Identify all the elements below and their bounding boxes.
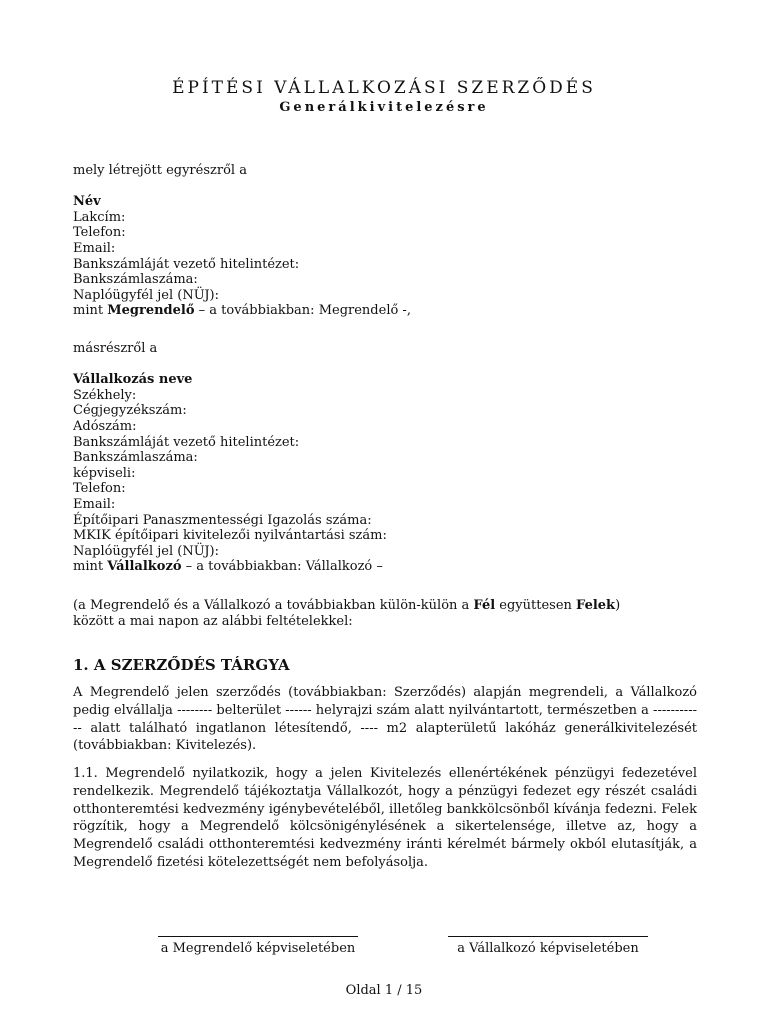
contractor-seat-label: Székhely:	[73, 387, 137, 403]
customer-address-label: Lakcím:	[73, 209, 126, 225]
intro-text: mely létrejött egyrészről a	[73, 163, 247, 178]
document-title: ÉPÍTÉSI VÁLLALKOZÁSI SZERZŐDÉS	[172, 78, 596, 98]
customer-nuj-label: Naplóügyfél jel (NÜJ):	[73, 287, 219, 303]
signature-customer	[158, 936, 358, 956]
contractor-phone-label: Telefon:	[73, 481, 126, 497]
signature-line	[448, 936, 648, 937]
page-number: Oldal 1 / 15	[345, 983, 423, 998]
parties-note-line2: között a mai napon az alábbi feltételekkel:	[73, 613, 353, 629]
contractor-name-label: Vállalkozás neve	[73, 372, 193, 388]
contractor-reg-label: Cégjegyzékszám:	[73, 403, 187, 419]
customer-email-label: Email:	[73, 240, 116, 256]
customer-block	[73, 163, 698, 319]
customer-role-line: mint Megrendelő – a továbbiakban: Megrendelő -,	[73, 303, 411, 319]
signature-contractor	[448, 936, 648, 956]
parties-note	[73, 598, 698, 629]
contractor-mkik-label: MKIK építőipari kivitelezői nyilvántartási szám:	[73, 528, 387, 544]
contractor-tax-label: Adószám:	[73, 418, 137, 434]
section1-paragraph: A Megrendelő jelen szerződés (továbbiakban: Szerződés) alapján megrendeli, a Vállalkozó pedig elvállalja -------- belterület ------ helyrajzi szám alatt nyilvántartott, természetben a ------------ alatt található ingatlanon létesítendő, ---- m2 alapterületű lakóház generálkivitelezését (továbbiakban: Kivitelezés).	[73, 685, 697, 754]
contractor-nuj-label: Naplóügyfél jel (NÜJ):	[73, 543, 219, 559]
contractor-email-label: Email:	[73, 496, 116, 512]
customer-account-label: Bankszámlaszáma:	[73, 272, 198, 288]
other-side-text: másrészről a	[73, 341, 158, 356]
signature-contractor-label: a Vállalkozó képviseletében	[457, 941, 639, 956]
signature-customer-label: a Megrendelő képviseletében	[160, 941, 356, 956]
contractor-rep-label: képviseli:	[73, 465, 136, 481]
contractor-role-line: mint Vállalkozó – a továbbiakban: Vállalkozó –	[73, 559, 383, 575]
customer-phone-label: Telefon:	[73, 225, 126, 241]
contractor-block	[73, 341, 698, 575]
signature-line	[158, 936, 358, 937]
section-heading: 1. A SZERZŐDÉS TÁRGYA	[73, 656, 290, 674]
contractor-bank-label: Bankszámláját vezető hitelintézet:	[73, 434, 300, 450]
customer-name-label: Név	[73, 194, 101, 210]
document-subtitle: Generálkivitelezésre	[279, 100, 489, 115]
contractor-account-label: Bankszámlaszáma:	[73, 450, 198, 466]
customer-bank-label: Bankszámláját vezető hitelintézet:	[73, 256, 300, 272]
section1-1-paragraph: 1.1. Megrendelő nyilatkozik, hogy a jelen Kivitelezés ellenértékének pénzügyi fedezetével rendelkezik. Megrendelő tájékoztatja Vállalkozót, hogy a pénzügyi fedezet egy részét családi otthonteremtési kedvezmény igénybevételéből, illetőleg bankkölcsönből kívánja fedezni. Felek rögzítik, hogy a Megrendelő kölcsönigénylésének a sikertelensége, illetve az, hogy a Megrendelő családi otthonteremtési kedvezmény iránti kérelmét bármely okból elutasítják, a Megrendelő fizetési kötelezettségét nem befolyásolja.	[73, 766, 697, 870]
contractor-cert-label: Építőipari Panaszmentességi Igazolás száma:	[73, 512, 372, 528]
parties-note-line1: (a Megrendelő és a Vállalkozó a továbbiakban külön-külön a Fél együttesen Felek)	[73, 598, 621, 613]
